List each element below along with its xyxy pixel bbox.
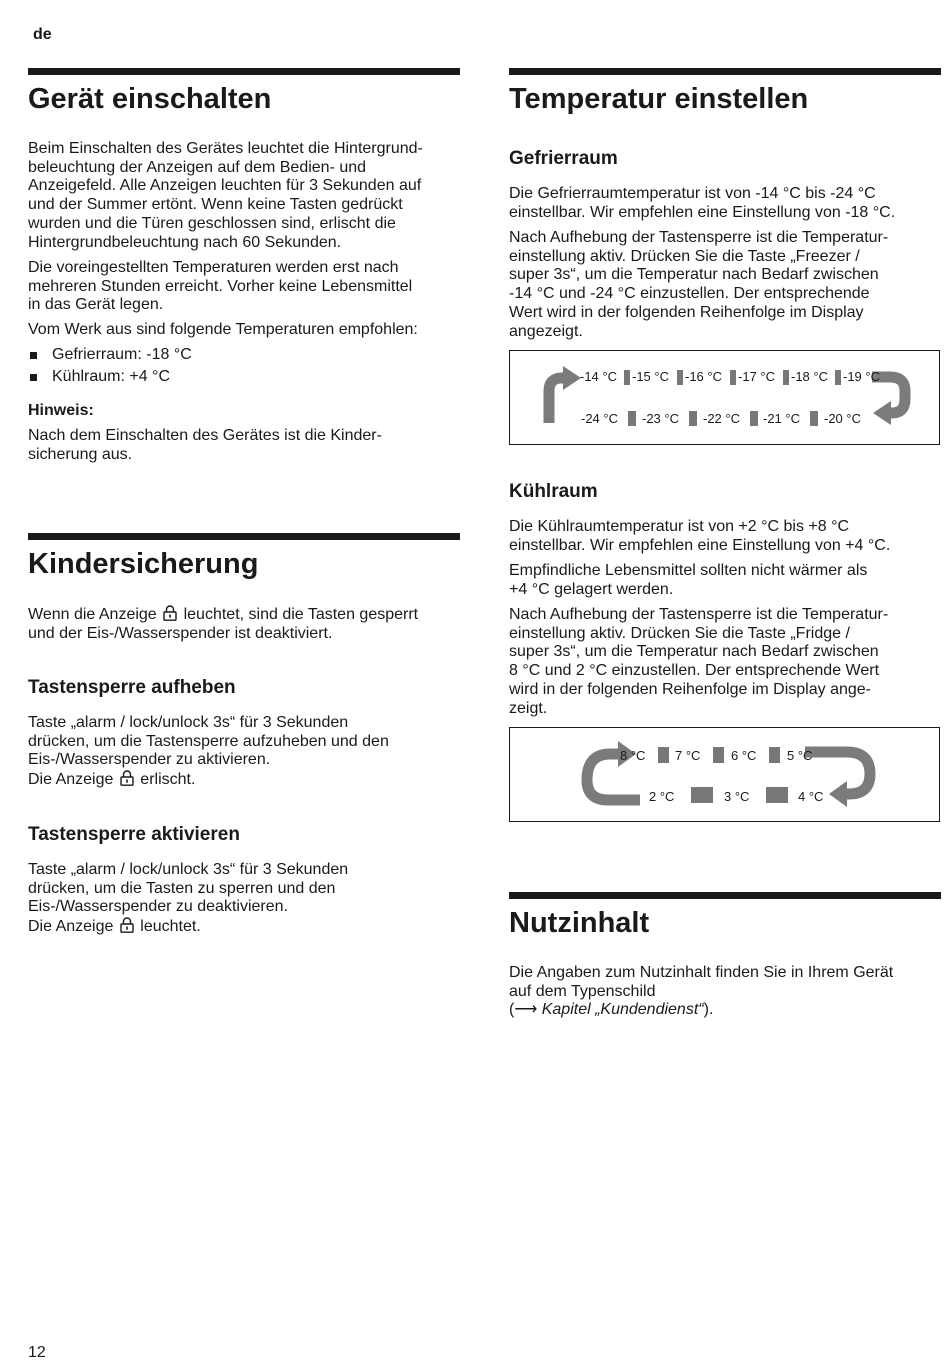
text-line: angezeigt. xyxy=(509,322,583,340)
text-fragment: ( xyxy=(509,1001,515,1019)
segment-separator xyxy=(691,787,713,803)
freezer-temp-value: -15 °C xyxy=(632,369,669,384)
text-line: Die voreingestellten Temperaturen werden erst nach xyxy=(28,259,399,276)
left-column xyxy=(28,0,460,1370)
text-line: beleuchtung der Anzeigen auf dem Bedien- und xyxy=(28,158,367,176)
text-line: +4 °C gelagert werden. xyxy=(509,580,674,598)
freezer-temp-value: -19 °C xyxy=(843,369,880,384)
fridge-temp-value: 6 °C xyxy=(731,748,757,763)
lock-icon xyxy=(120,770,134,786)
text-line: Empfindliche Lebensmittel sollten nicht wärmer als xyxy=(509,562,868,579)
capacity-paragraph xyxy=(509,964,941,1020)
fridge-temp-value: 2 °C xyxy=(649,789,675,804)
section-title: Gerät einschalten xyxy=(28,83,272,115)
text-line: Die Angaben zum Nutzinhalt finden Sie in Ihrem Gerät xyxy=(509,964,894,981)
lock-paragraph xyxy=(28,605,460,643)
text-line: wird in der folgenden Reihenfolge im Display ange- xyxy=(509,680,871,698)
fridge-instructions-paragraph xyxy=(509,606,941,718)
text-fragment: leuchtet, sind die Tasten gesperrt xyxy=(183,606,419,623)
subsection-tastensperre-aufheben xyxy=(28,676,460,790)
freezer-temp-value: -14 °C xyxy=(580,369,617,384)
segment-separator xyxy=(783,370,789,385)
fridge-temp-value: 8 °C xyxy=(620,748,646,763)
text-line: und der Summer ertönt. Wenn keine Tasten gedrückt xyxy=(28,196,403,214)
list-item xyxy=(28,366,460,388)
freezer-temp-value: -18 °C xyxy=(791,369,828,384)
text-fragment: Wenn die Anzeige xyxy=(28,606,157,623)
text-line xyxy=(28,770,460,790)
section-geraet-einschalten xyxy=(28,68,460,116)
text-line: sicherung aus. xyxy=(28,445,133,463)
list-item-text: Gefrierraum: -18 °C xyxy=(52,346,192,363)
text-line: Die Gefrierraumtemperatur ist von -14 °C bis -24 °C xyxy=(509,185,876,202)
segment-separator xyxy=(766,787,788,803)
section-title: Nutzinhalt xyxy=(509,907,650,939)
text-line: Nach dem Einschalten des Gerätes ist die Kinder- xyxy=(28,427,382,444)
text-line: drücken, um die Tasten zu sperren und den xyxy=(28,879,336,897)
text-line: Taste „alarm / lock/unlock 3s“ für 3 Sekunden xyxy=(28,714,349,731)
text-line: mehreren Stunden erreicht. Vorher keine Lebensmittel xyxy=(28,277,413,295)
language-label: de xyxy=(33,26,52,43)
segment-separator xyxy=(624,370,630,385)
text-line: Nach Aufhebung der Tastensperre ist die Temperatur- xyxy=(509,229,889,246)
section-title: Temperatur einstellen xyxy=(509,83,809,115)
lock-icon xyxy=(120,917,134,933)
text-line: Vom Werk aus sind folgende Temperaturen empfohlen: xyxy=(28,321,418,338)
freezer-temp-value: -23 °C xyxy=(642,411,679,426)
text-line xyxy=(28,605,460,625)
text-line: einstellbar. Wir empfehlen eine Einstellung von +4 °C. xyxy=(509,536,891,554)
text-line: einstellung aktiv. Drücken Sie die Taste „Fridge / xyxy=(509,624,850,642)
section-divider xyxy=(509,892,941,899)
freezer-temp-value: -21 °C xyxy=(763,411,800,426)
text-fragment: Die Anzeige xyxy=(28,918,114,936)
section-divider xyxy=(509,68,941,75)
subsection-title: Kühlraum xyxy=(509,481,598,502)
section-divider xyxy=(28,533,460,540)
fridge-storage-paragraph xyxy=(509,562,941,599)
text-fragment: leuchtet. xyxy=(140,918,201,936)
text-line: wurden und die Türen geschlossen sind, erlischt die xyxy=(28,214,396,232)
text-fragment: erlischt. xyxy=(140,771,196,789)
freezer-instructions-paragraph xyxy=(509,229,941,341)
fridge-temp-value: 4 °C xyxy=(798,789,824,804)
section-nutzinhalt xyxy=(509,892,941,940)
segment-separator xyxy=(750,411,758,426)
chapter-reference-link[interactable]: Kapitel „Kundendienst“ xyxy=(541,1001,704,1019)
freezer-temp-value: -16 °C xyxy=(685,369,722,384)
section-divider xyxy=(28,68,460,75)
text-line: drücken, um die Tastensperre aufzuheben und den xyxy=(28,732,389,750)
bullet-square-icon xyxy=(30,374,37,381)
text-line: super 3s“, um die Temperatur nach Bedarf zwischen xyxy=(509,266,879,284)
segment-separator xyxy=(730,370,736,385)
segment-separator xyxy=(689,411,697,426)
section-temperatur-einstellen xyxy=(509,68,941,116)
freezer-range-paragraph xyxy=(509,185,941,222)
bullet-square-icon xyxy=(30,352,37,359)
text-line: in das Gerät legen. xyxy=(28,296,164,314)
text-line: super 3s“, um die Temperatur nach Bedarf zwischen xyxy=(509,643,879,661)
fridge-range-paragraph xyxy=(509,518,941,555)
fridge-temp-value: 7 °C xyxy=(675,748,701,763)
text-line: -14 °C und -24 °C einzustellen. Der entsprechende xyxy=(509,285,870,303)
text-line: Nach Aufhebung der Tastensperre ist die Temperatur- xyxy=(509,606,889,623)
recommended-temperatures-list xyxy=(28,344,460,388)
freezer-temp-value: -20 °C xyxy=(824,411,861,426)
segment-separator xyxy=(769,747,780,763)
text-line: einstellung aktiv. Drücken Sie die Taste „Freezer / xyxy=(509,247,860,265)
lock-icon xyxy=(163,605,177,621)
fridge-temp-value: 5 °C xyxy=(787,748,813,763)
page-number: 12 xyxy=(28,1344,46,1361)
segment-separator xyxy=(658,747,669,763)
text-line: einstellbar. Wir empfehlen eine Einstellung von -18 °C. xyxy=(509,203,896,221)
text-line: zeigt. xyxy=(509,699,548,717)
text-line: Eis-/Wasserspender zu aktivieren. xyxy=(28,751,271,769)
arrow-right-icon: ⟶ xyxy=(514,1001,538,1019)
intro-paragraph xyxy=(28,140,460,252)
list-item-text: Kühlraum: +4 °C xyxy=(52,368,171,385)
text-line: Taste „alarm / lock/unlock 3s“ für 3 Sekunden xyxy=(28,861,349,878)
factory-paragraph xyxy=(28,321,460,340)
text-line: Eis-/Wasserspender zu deaktivieren. xyxy=(28,898,288,916)
subsection-title: Gefrierraum xyxy=(509,148,618,169)
text-line: 8 °C und 2 °C einzustellen. Der entsprechende Wert xyxy=(509,662,880,680)
text-line: Beim Einschalten des Gerätes leuchtet die Hintergrund- xyxy=(28,140,423,157)
text-line: Hintergrundbeleuchtung nach 60 Sekunden. xyxy=(28,233,342,251)
list-item xyxy=(28,344,460,366)
segment-separator xyxy=(810,411,818,426)
section-title: Kindersicherung xyxy=(28,548,259,580)
fridge-temperature-sequence-diagram xyxy=(509,727,940,822)
freezer-temp-value: -24 °C xyxy=(581,411,618,426)
text-line: auf dem Typenschild xyxy=(509,982,656,1000)
section-kindersicherung xyxy=(28,533,460,581)
subsection-gefrierraum xyxy=(509,147,941,171)
freezer-temp-value: -22 °C xyxy=(703,411,740,426)
curved-arrow-icon xyxy=(532,365,582,427)
fridge-temp-value: 3 °C xyxy=(724,789,750,804)
segment-separator xyxy=(628,411,636,426)
subsection-title: Tastensperre aufheben xyxy=(28,677,236,698)
freezer-temp-value: -17 °C xyxy=(738,369,775,384)
text-line: und der Eis-/Wasserspender ist deaktiviert. xyxy=(28,624,333,642)
text-line: Anzeigefeld. Alle Anzeigen leuchten für 3 Sekunden auf xyxy=(28,177,422,195)
segment-separator xyxy=(677,370,683,385)
hint-block xyxy=(28,401,460,464)
text-fragment: Die Anzeige xyxy=(28,771,114,789)
text-line xyxy=(28,917,460,937)
freezer-temperature-sequence-diagram xyxy=(509,350,940,445)
text-line xyxy=(509,1001,941,1020)
preset-paragraph xyxy=(28,259,460,315)
text-fragment: ). xyxy=(703,1001,714,1019)
text-line: Die Kühlraumtemperatur ist von +2 °C bis +8 °C xyxy=(509,518,850,535)
right-column xyxy=(509,0,941,1370)
subsection-tastensperre-aktivieren xyxy=(28,823,460,937)
segment-separator xyxy=(835,370,841,385)
hint-label: Hinweis: xyxy=(28,402,94,419)
subsection-title: Tastensperre aktivieren xyxy=(28,824,240,845)
text-line: Wert wird in der folgenden Reihenfolge im Display xyxy=(509,303,864,321)
segment-separator xyxy=(713,747,724,763)
subsection-kuehlraum xyxy=(509,480,941,504)
